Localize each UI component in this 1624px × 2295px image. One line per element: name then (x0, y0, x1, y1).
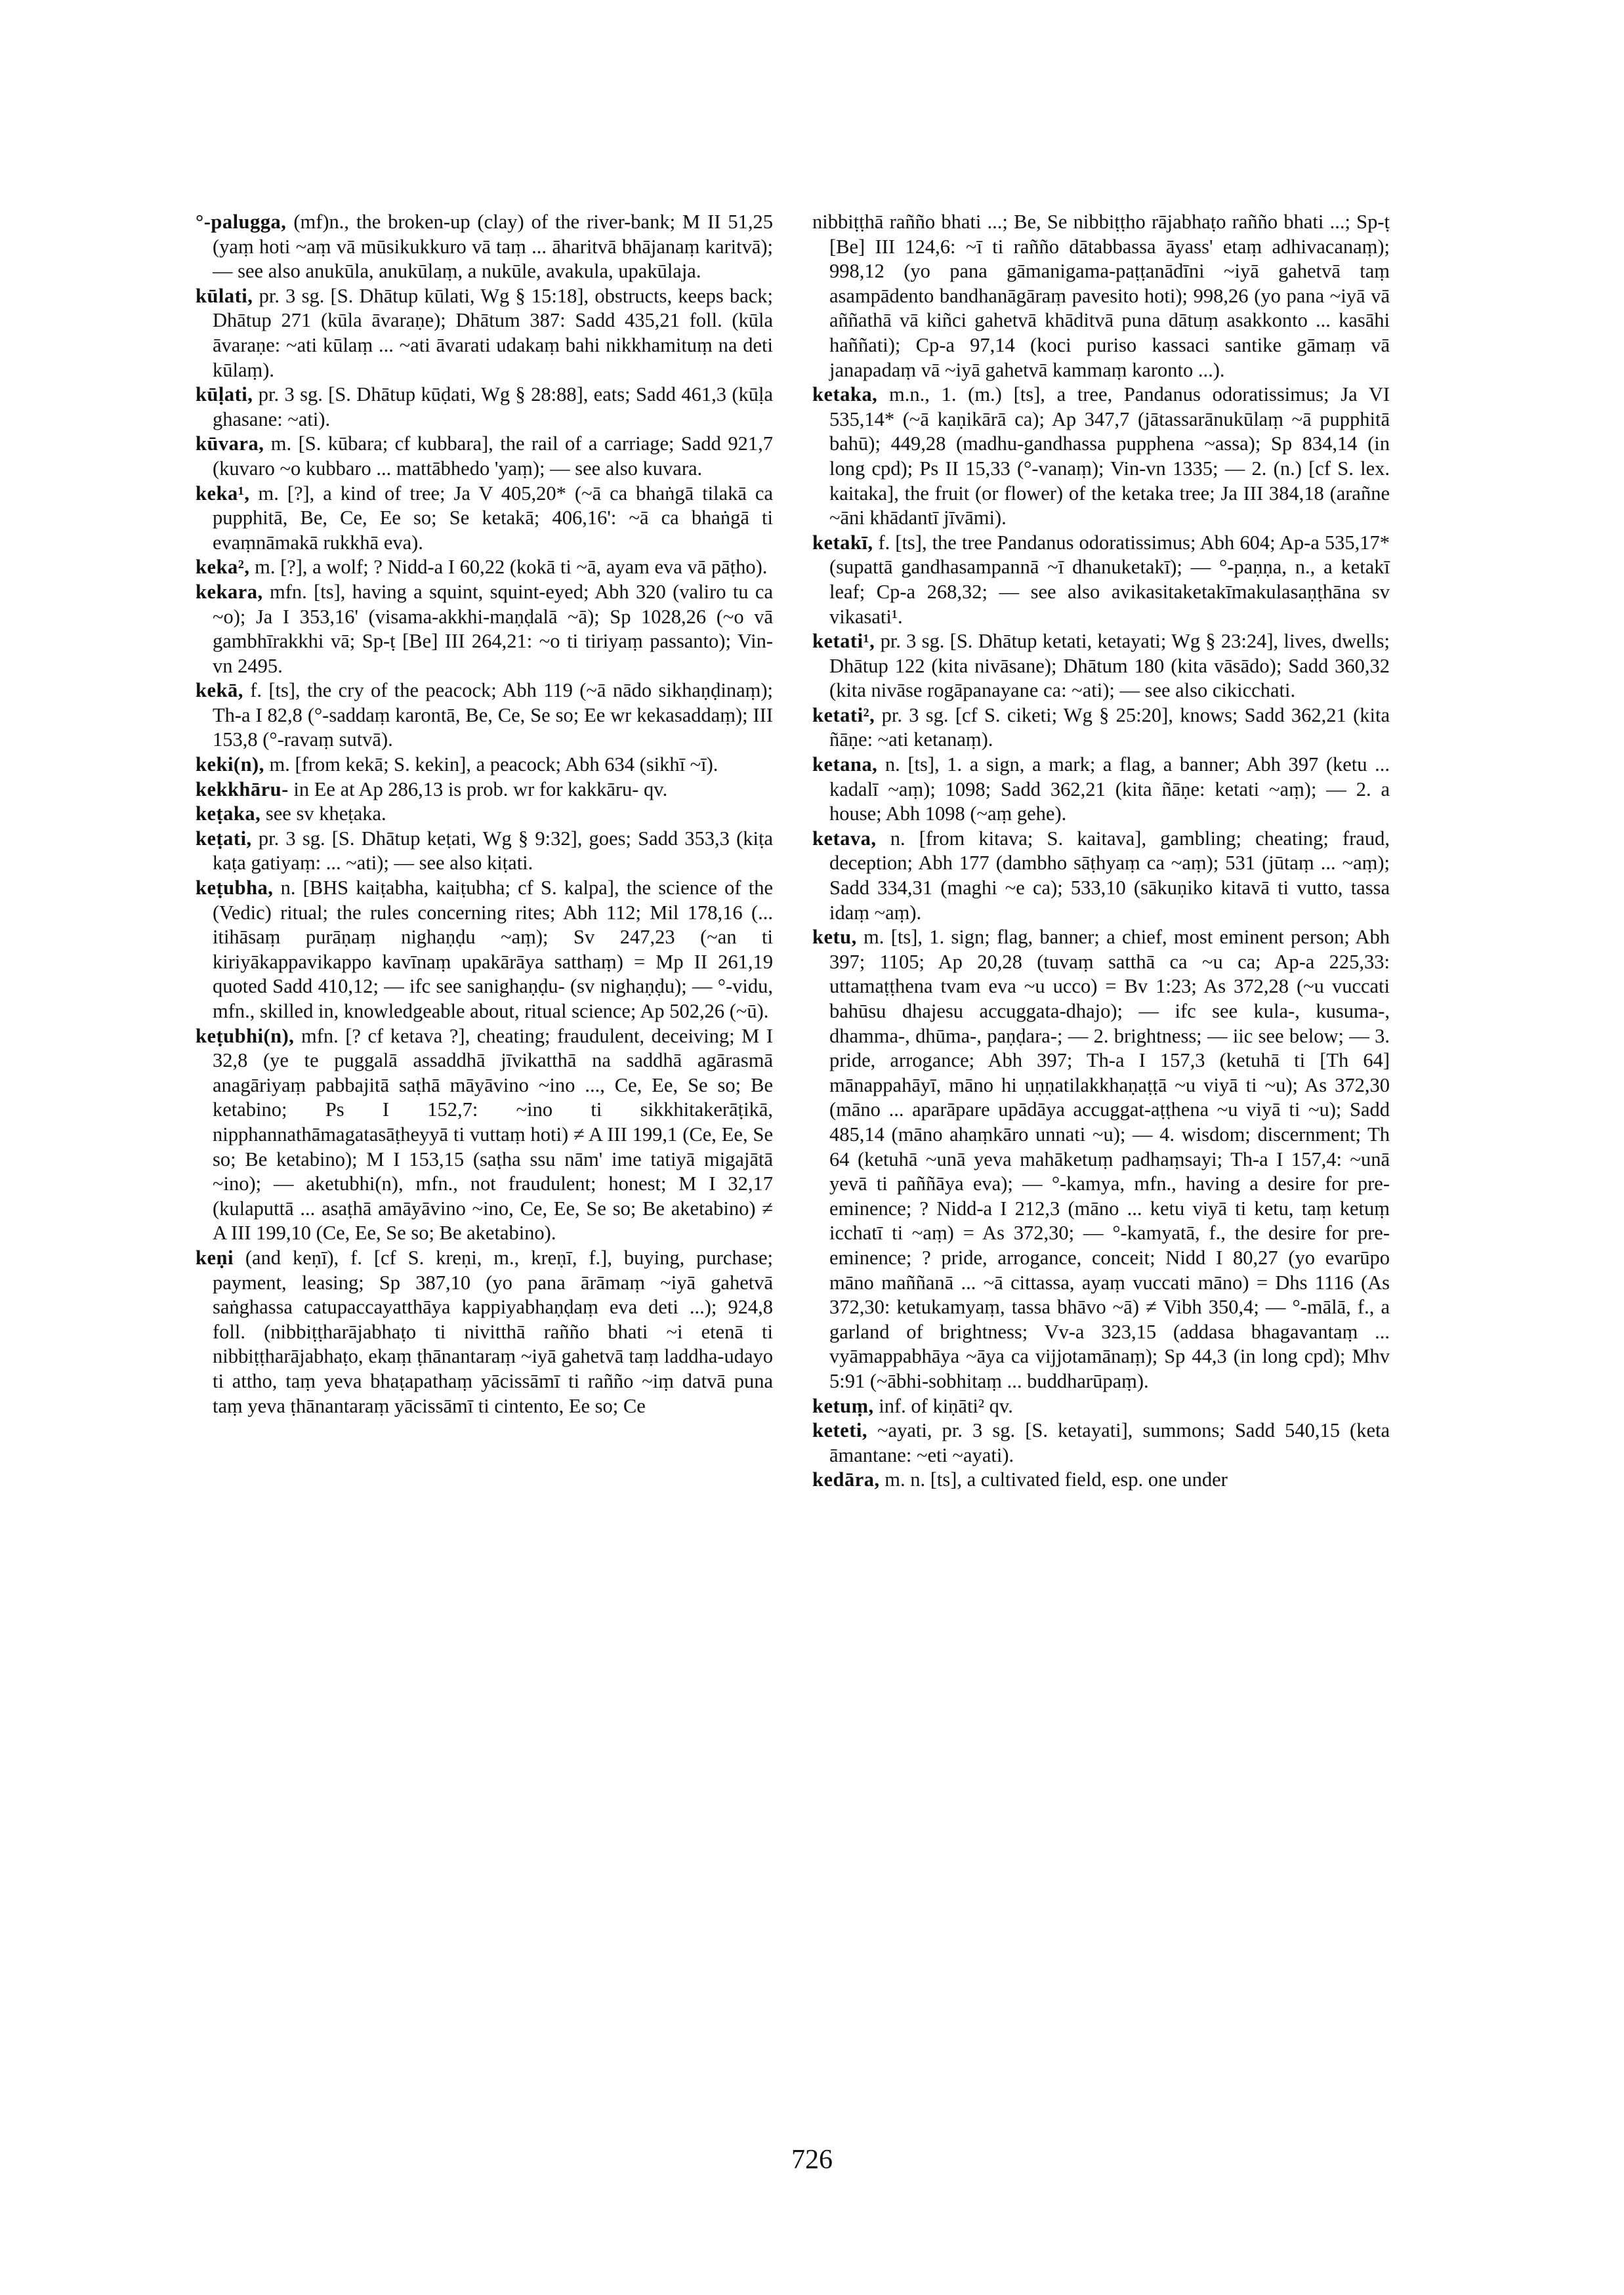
entry-headword: kūḷati, (196, 383, 253, 406)
dictionary-entry (812, 827, 1390, 925)
dictionary-entry (196, 678, 773, 753)
left-column (196, 210, 773, 1418)
entry-definition: f. [ts], the cry of the peacock; Abh 119 (~ā nādo sikhaṇḍinaṃ); Th-a I 82,8 (°-saddaṃ karontā, Be, Ce, Se so; Ee wr kekasaddaṃ); III 153,8 (°-ravaṃ sutvā). (213, 679, 773, 751)
entry-headword: ketaka, (812, 383, 878, 406)
entry-definition: pr. 3 sg. [S. Dhātup kūḍati, Wg § 28:88], eats; Sadd 461,3 (kūḷa ghasane: ~ati). (213, 383, 773, 430)
entry-headword: ketati², (812, 703, 875, 726)
entry-headword: keteti, (812, 1419, 867, 1442)
dictionary-entry (196, 1024, 773, 1246)
dictionary-entry (812, 531, 1390, 629)
dictionary-entry (812, 925, 1390, 1394)
dictionary-entry (196, 1246, 773, 1418)
entry-definition: m. [?], a kind of tree; Ja V 405,20* (~ā ca bhaṅgā tilakā ca pupphitā, Be, Ce, Ee so; Se ketakā; 406,16': ~ā ca bhaṅgā ti evaṃnāmakā rukkhā eva). (213, 482, 773, 554)
entry-definition: n. [ts], 1. a sign, a mark; a flag, a banner; Abh 397 (ketu ... kadalī ~aṃ); 1098; Sadd 362,21 (kita ñāṇe: ketati ~aṃ); — 2. a house; Abh 1098 (~aṃ gehe). (829, 753, 1390, 825)
entry-headword: keṭaka, (196, 802, 261, 825)
dictionary-entry (812, 1418, 1390, 1468)
entry-definition: n. [from kitava; S. kaitava], gambling; cheating; fraud, deception; Abh 177 (dambho sāṭhyaṃ ca ~aṃ); 531 (jūtaṃ ... ~aṃ); Sadd 334,31 (maghi ~e ca); 533,10 (sākuṇiko kitavā ti vutto, tassa idaṃ ~aṃ). (829, 827, 1390, 924)
entry-headword: ketu, (812, 926, 857, 949)
entry-headword: keṭati, (196, 827, 252, 850)
dictionary-entry (812, 210, 1390, 382)
entry-headword: ketuṃ, (812, 1394, 874, 1417)
entry-definition: inf. of kiṇāti² qv. (873, 1394, 1013, 1417)
entry-definition: f. [ts], the tree Pandanus odoratissimus; Abh 604; Ap-a 535,17* (supattā gandhasampannā ~ī dhanuketakī); — °-paṇṇa, n., a ketakī leaf; Cp-a 268,32; — see also avikasitaketakīmakulasaṇṭhāna sv vikasati¹. (829, 531, 1390, 628)
entry-definition: pr. 3 sg. [cf S. ciketi; Wg § 25:20], knows; Sadd 362,21 (kita ñāṇe: ~ati ketanaṃ). (829, 703, 1390, 751)
entry-definition: m. [ts], 1. sign; flag, banner; a chief, most eminent person; Abh 397; 1105; Ap 20,28 (tuvaṃ satthā ca ~u ca; Ap-a 225,33: uttamaṭṭhena tvam eva ~u ucco) = Bv 1:23; As 372,28 (~u vuccati bahūsu dhajesu accuggata-dhajo); — ifc see kula-, kusuma-, dhamma-, dhūma-, paṇḍara-; — 2. brightness; — iic see below; — 3. pride, arrogance; Abh 397; Th-a I 157,3 (ketuhā ti [Th 64] mānappahāyī, māno hi uṇṇatilakkhaṇaṭṭā ~u viyā ti ~u); As 372,30 (māno ... aparāpare upādāya accuggat-aṭṭhena ~u viyā ti ~u); Sadd 485,14 (māno ahaṃkāro unnati ~u); — 4. wisdom; discernment; Th 64 (ketuhā ~unā yeva mahāketuṃ padhaṃsayi; Th-a I 157,4: ~unā yevā ti paññāya eva); — °-kamya, mfn., having a desire for pre-eminence; ? Nidd-a I 212,3 (māno ... ketu viyā ti ketu, taṃ ketuṃ icchatī ti ~aṃ) = As 372,30; — °-kamyatā, f., the desire for pre-eminence; ? pride, arrogance, conceit; Nidd I 80,27 (yo evarūpo māno maññanā ... ~ā cittassa, ayaṃ vuccati māno) = Dhs 1116 (As 372,30: ketukamyaṃ, tassa bhāvo ~ā) ≠ Vibh 350,4; — °-mālā, f., a garland of brightness; Vv-a 323,15 (addasa bhagavantaṃ ... vyāmappabhāya ~āya ca vijjotamānaṃ); Sp 44,3 (in long cpd); Mhv 5:91 (~ābhi-sobhitaṃ ... buddharūpaṃ). (829, 926, 1390, 1392)
dictionary-entry (196, 802, 773, 827)
entry-definition: m. n. [ts], a cultivated field, esp. one under (879, 1468, 1228, 1491)
entry-headword: ketana, (812, 753, 878, 776)
entry-definition: n. [BHS kaiṭabha, kaiṭubha; cf S. kalpa], the science of the (Vedic) ritual; the rules concerning rites; Abh 112; Mil 178,16 (... itihāsaṃ purāṇaṃ nighaṇḍu ~aṃ); Sv 247,23 (~an ti kiriyākappavikappo kavīnaṃ upakārāya satthaṃ) = Mp II 261,19 quoted Sadd 410,12; — ifc see sanighaṇḍu- (sv nighaṇḍu); — °-vidu, mfn., skilled in, knowledgeable about, ritual science; Ap 502,26 (~ū). (213, 877, 773, 1022)
entry-definition: ~ayati, pr. 3 sg. [S. ketayati], summons; Sadd 540,15 (keta āmantane: ~eti ~ayati). (829, 1419, 1390, 1466)
entry-definition: m. [from kekā; S. kekin], a peacock; Abh 634 (sikhī ~ī). (264, 753, 718, 776)
entry-definition: pr. 3 sg. [S. Dhātup ketati, ketayati; Wg § 23:24], lives, dwells; Dhātup 122 (kita nivāsane); Dhātum 180 (kita vāsādo); Sadd 360,32 (kita nivāse rogāpanayane ca: ~ati); — see also cikicchati. (829, 630, 1390, 702)
dictionary-entry (812, 753, 1390, 827)
entry-headword: kedāra, (812, 1468, 880, 1491)
entry-headword: ketati¹, (812, 630, 875, 653)
entry-headword: keṇi (196, 1246, 234, 1269)
right-column (812, 210, 1390, 1493)
entry-headword: keka¹, (196, 482, 250, 505)
entry-headword: kekkhāru- (196, 777, 289, 800)
dictionary-entry (196, 432, 773, 481)
dictionary-entry (196, 482, 773, 556)
entry-definition: (and keṇī), f. [cf S. kreṇi, m., kreṇī, f.], buying, purchase; payment, leasing; Sp 387,10 (yo pana ārāmaṃ ~iyā gahetvā saṅghassa catupaccayatthāya kappiyabhaṇḍaṃ eva deti ...); 924,8 foll. (nibbiṭṭharājabhaṭo ti nivitthā rañño bhati ~i etenā ti nibbiṭṭharājabhaṭo, ekaṃ ṭhānantaraṃ ~iyā gahetvā taṃ laddha-udayo ti attho, taṃ yeva bhaṭapathaṃ yācissāmī ti rañño ~iṃ datvā puna taṃ yeva ṭhānantaraṃ yācissāmī ti cintento, Ee so; Ce (213, 1246, 773, 1417)
dictionary-entry (196, 210, 773, 284)
dictionary-entry (196, 382, 773, 432)
entry-headword: keka², (196, 556, 250, 579)
entry-definition: mfn. [ts], having a squint, squint-eyed; Abh 320 (valiro tu ca ~o); Ja I 353,16' (visama-akkhi-maṇḍalā ~ā); Sp 1028,26 (~o vā gambhīrakkhi vā; Sp-ṭ [Be] III 264,21: ~o ti tiriyaṃ passanto); Vin-vn 2495. (213, 580, 773, 677)
entry-headword: kūvara, (196, 432, 264, 455)
entry-definition: (mf)n., the broken-up (clay) of the river-bank; M II 51,25 (yaṃ hoti ~aṃ vā mūsikukkuro vā taṃ ... āharitvā bhājanaṃ karitvā); — see also anukūla, anukūlaṃ, a nukūle, avakula, upakūlaja. (213, 211, 773, 283)
entry-headword: ketava, (812, 827, 877, 850)
dictionary-entry (196, 555, 773, 580)
entry-headword: keṭubha, (196, 877, 274, 899)
dictionary-entry (812, 1394, 1390, 1419)
entry-headword: kūlati, (196, 284, 253, 307)
dictionary-entry (812, 703, 1390, 753)
entry-definition: nibbiṭṭhā rañño bhati ...; Be, Se nibbiṭṭho rājabhaṭo rañño bhati ...; Sp-ṭ [Be] III 124,6: ~ī ti rañño dātabbassa āyass' etaṃ adhivacanaṃ); 998,12 (yo pana gāmanigama-paṭṭanādīni ~iyā gahetvā taṃ asampādento bandhanāgāraṃ pavesito hoti); 998,26 (yo pana ~iyā vā aññathā vā kiñci gahetvā khāditvā puna dātuṃ asakkonto ... kasāhi haññati); Cp-a 97,14 (koci puriso kassaci santike gāmaṃ vā janapadaṃ vā ~iyā gahetvā kammaṃ karonto ...). (812, 211, 1390, 381)
entry-definition: pr. 3 sg. [S. Dhātup keṭati, Wg § 9:32], goes; Sadd 353,3 (kiṭa kaṭa gatiyaṃ: ... ~ati); — see also kiṭati. (213, 827, 773, 875)
dictionary-entry (812, 629, 1390, 703)
entry-definition: mfn. [? cf ketava ?], cheating; fraudulent, deceiving; M I 32,8 (ye te puggalā assaddhā jīvikatthā na saddhā agārasmā anagāriyaṃ pabbajitā saṭhā māyāvino ~ino ..., Ce, Ee, Se so; Be ketabino; Ps I 152,7: ~ino ti sikkhitakerāṭikā, nipphannathāmagatasāṭheyyā ti vuttaṃ hoti) ≠ A III 199,1 (Ce, Ee, Se so; Be ketabino); M I 153,15 (saṭha ssu nām' ime tatiyā migajātā ~ino); — aketubhi(n), mfn., not fraudulent; honest; M I 32,17 (kulaputtā ... asaṭhā amāyāvino ~ino, Ce, Ee, Se so; Be aketabino) ≠ A III 199,10 (Ce, Ee, Se so; Be aketabino). (213, 1024, 773, 1245)
entry-definition: m. [?], a wolf; ? Nidd-a I 60,22 (kokā ti ~ā, ayam eva vā pāṭho). (249, 556, 768, 579)
entry-definition: see sv kheṭaka. (260, 802, 386, 825)
entry-definition: in Ee at Ap 286,13 is prob. wr for kakkāru- qv. (288, 777, 668, 800)
entry-headword: keki(n), (196, 753, 264, 776)
dictionary-entry (196, 827, 773, 876)
entry-headword: keṭubhi(n), (196, 1024, 295, 1047)
entry-definition: m. [S. kūbara; cf kubbara], the rail of a carriage; Sadd 921,7 (kuvaro ~o kubbaro ... mattābhedo 'yaṃ); — see also kuvara. (213, 432, 773, 480)
entry-headword: °-palugga, (196, 211, 287, 233)
dictionary-entry (196, 777, 773, 802)
dictionary-entry (196, 753, 773, 777)
entry-headword: kekara, (196, 580, 263, 603)
dictionary-entry (196, 580, 773, 678)
entry-headword: ketakī, (812, 531, 873, 554)
entry-definition: pr. 3 sg. [S. Dhātup kūlati, Wg § 15:18], obstructs, keeps back; Dhātup 271 (kūla āvaraṇe); Dhātum 387: Sadd 435,21 foll. (kūla āvaraṇe: ~ati kūlaṃ ... ~ati āvarati udakaṃ bahi nikkhamituṃ na deti kūlaṃ). (213, 284, 773, 381)
dictionary-entry (812, 382, 1390, 531)
entry-headword: kekā, (196, 679, 243, 702)
dictionary-entry (196, 284, 773, 382)
page-number: 726 (791, 2145, 833, 2175)
entry-definition: m.n., 1. (m.) [ts], a tree, Pandanus odoratissimus; Ja VI 535,14* (~ā kaṇikārā ca); Ap 347,7 (jātassarānukūlaṃ ~ā pupphitā bahū); 449,28 (madhu-gandhassa pupphena ~assa); Sp 834,14 (in long cpd); Ps II 15,33 (°-vanaṃ); Vin-vn 1335; — 2. (n.) [cf S. lex. kaitaka], the fruit (or flower) of the ketaka tree; Ja III 384,18 (arañne ~āni khādantī jīvāmi). (829, 383, 1390, 529)
dictionary-entry (196, 876, 773, 1024)
dictionary-entry (812, 1468, 1390, 1493)
